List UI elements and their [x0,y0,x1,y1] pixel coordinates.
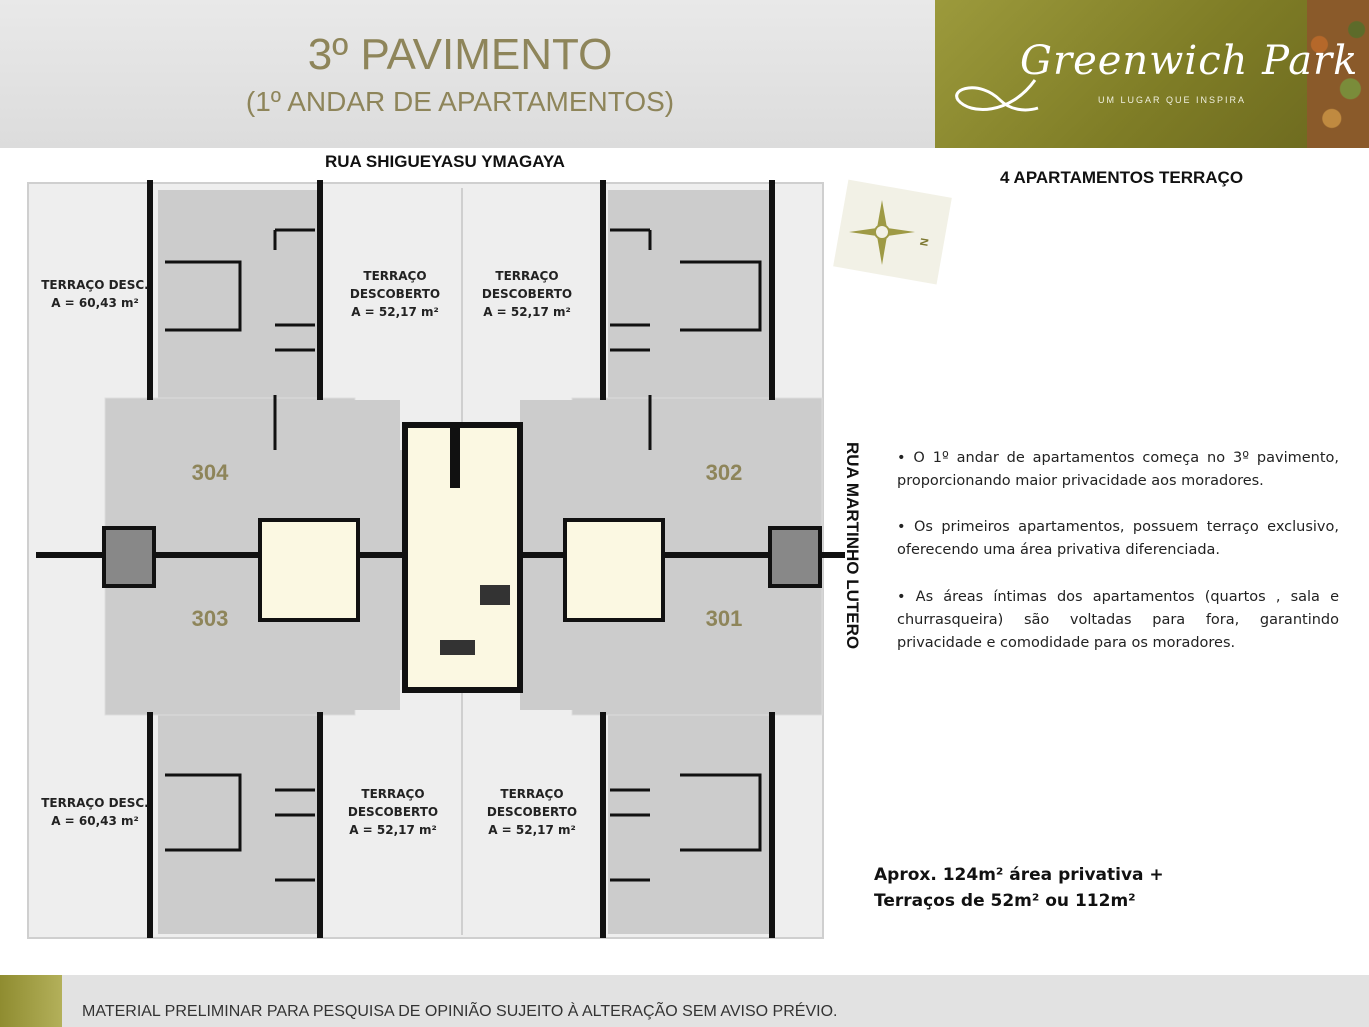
page-title: 3º PAVIMENTO [307,30,613,79]
brand-tagline: UM LUGAR QUE INSPIRA [1098,95,1247,105]
svg-text:TERRAÇO: TERRAÇO [500,787,564,801]
street-label-top: RUA SHIGUEYASU YMAGAYA [325,152,565,171]
unit-number-303: 303 [191,606,229,631]
svg-text:A = 60,43 m²: A = 60,43 m² [51,814,139,828]
unit-number-304: 304 [191,460,229,485]
svg-text:A = 52,17 m²: A = 52,17 m² [488,823,576,837]
terrace-label [482,269,572,319]
svg-text:TERRAÇO: TERRAÇO [361,787,425,801]
footer-accent [0,975,62,1027]
page-subtitle: (1º ANDAR DE APARTAMENTOS) [245,86,675,117]
area-summary-line2: Terraços de 52m² ou 112m² [874,891,1136,911]
svg-text:A = 52,17 m²: A = 52,17 m² [483,305,571,319]
street-label-right: RUA MARTINHO LUTERO [843,442,862,650]
terrace-label [348,787,438,837]
svg-text:TERRAÇO DESC.: TERRAÇO DESC. [41,278,149,292]
svg-text:N: N [918,237,932,248]
svg-text:TERRAÇO DESC.: TERRAÇO DESC. [41,796,149,810]
svg-text:A = 60,43 m²: A = 60,43 m² [51,296,139,310]
svg-text:DESCOBERTO: DESCOBERTO [481,287,573,301]
unit-number-301: 301 [705,606,743,631]
svg-text:DESCOBERTO: DESCOBERTO [486,805,578,819]
terrace-label [350,269,440,319]
unit-number-302: 302 [705,460,743,485]
bullet-1: • O 1º andar de apartamentos começa no 3º pavimento, proporcionando maior privacidade aos moradores. [897,450,1339,489]
disclaimer-text: MATERIAL PRELIMINAR PARA PESQUISA DE OPINIÃO SUJEITO À ALTERAÇÃO SEM AVISO PRÉVIO. [82,1003,838,1020]
apartments-heading: 4 APARTAMENTOS TERRAÇO [1000,168,1244,187]
area-summary-line1: Aprox. 124m² área privativa + [874,865,1164,885]
bullet-2: • Os primeiros apartamentos, possuem terraço exclusivo, oferecendo uma área privativa diferenciada. [897,519,1339,558]
terrace-label [487,787,577,837]
brand-name: Greenwich Park [1020,38,1359,84]
area-summary [874,862,1164,914]
bullet-3: • As áreas íntimas dos apartamentos (quartos , sala e churrasqueira) são voltadas para fora, garantindo privacidade e comodidade para os moradores. [897,589,1339,651]
svg-text:DESCOBERTO: DESCOBERTO [347,805,439,819]
svg-text:A = 52,17 m²: A = 52,17 m² [349,823,437,837]
svg-text:A = 52,17 m²: A = 52,17 m² [351,305,439,319]
svg-text:TERRAÇO: TERRAÇO [495,269,559,283]
svg-text:TERRAÇO: TERRAÇO [363,269,427,283]
compass-rose-icon [833,180,952,285]
svg-text:DESCOBERTO: DESCOBERTO [349,287,441,301]
